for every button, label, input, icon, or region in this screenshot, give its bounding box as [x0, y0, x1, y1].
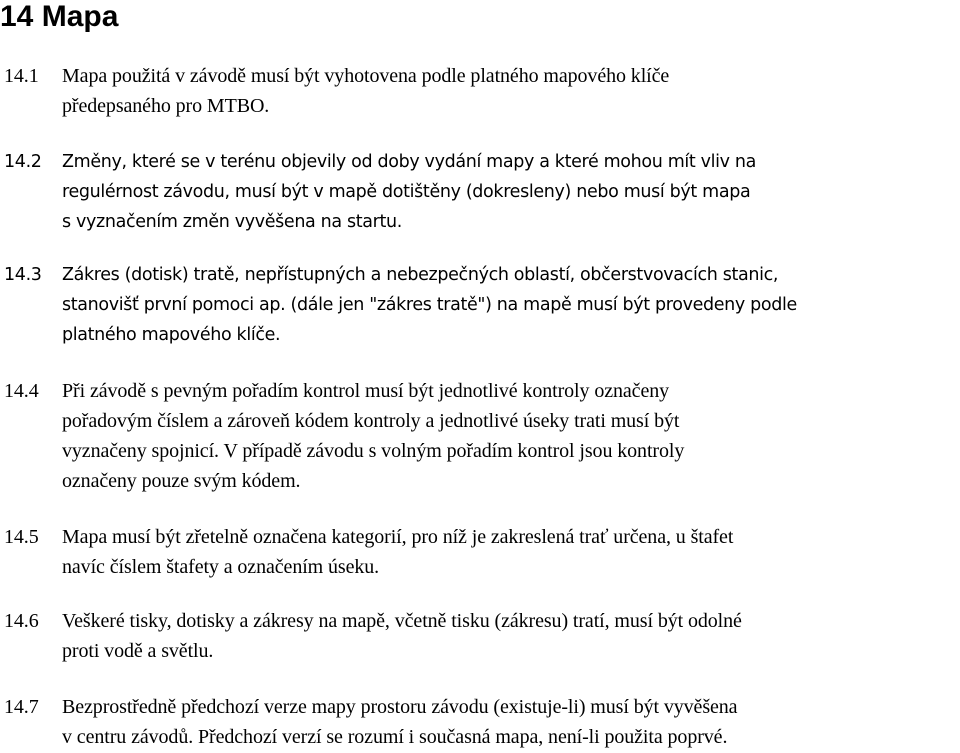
- text-line: pořadovým číslem a zároveň kódem kontroly a jednotlivé úseky trati musí být: [62, 410, 680, 432]
- text-line: Mapa musí být zřetelně označena kategorií, pro níž je zakreslená trať určena, u štafet: [62, 526, 734, 548]
- text-line: platného mapového klíče.: [62, 325, 281, 345]
- paragraph-number: 14.4: [4, 380, 39, 402]
- paragraph-number: 14.2: [4, 152, 42, 172]
- text-line: proti vodě a světlu.: [62, 640, 214, 662]
- text-line: Veškeré tisky, dotisky a zákresy na mapě, včetně tisku (zákresu) tratí, musí být odolné: [62, 610, 742, 632]
- text-line: Při závodě s pevným pořadím kontrol musí být jednotlivé kontroly označeny: [62, 380, 670, 402]
- text-line: označeny pouze svým kódem.: [62, 470, 301, 492]
- paragraph-text: [62, 376, 960, 496]
- text-line: Bezprostředně předchozí verze mapy prostoru závodu (existuje-li) musí být vyvěšena: [62, 696, 738, 718]
- paragraph-text: [62, 147, 960, 237]
- paragraph-text: [62, 522, 960, 582]
- text-line: předepsaného pro MTBO.: [62, 95, 270, 117]
- text-line: Zákres (dotisk) tratě, nepřístupných a nebezpečných oblastí, občerstvovacích stanic,: [62, 265, 779, 285]
- paragraph-number: 14.7: [4, 696, 39, 718]
- text-line: Mapa použitá v závodě musí být vyhotovena podle platného mapového klíče: [62, 65, 670, 87]
- text-line: Změny, které se v terénu objevily od doby vydání mapy a které mohou mít vliv na: [62, 152, 757, 172]
- text-line: stanovišť první pomoci ap. (dále jen "zákres tratě") na mapě musí být provedeny podle: [62, 295, 797, 315]
- text-line: regulérnost závodu, musí být v mapě dotištěny (dokresleny) nebo musí být mapa: [62, 182, 751, 202]
- paragraph-number: 14.5: [4, 526, 39, 548]
- text-line: s vyznačením změn vyvěšena na startu.: [62, 212, 402, 232]
- paragraph-number: 14.6: [4, 610, 39, 632]
- paragraph-text: [62, 61, 960, 121]
- paragraph-number: 14.1: [4, 65, 39, 87]
- paragraph-number: 14.3: [4, 265, 42, 285]
- paragraph-text: [62, 606, 960, 666]
- paragraph-text: [62, 260, 960, 350]
- section-heading: 14 Mapa: [0, 0, 119, 33]
- text-line: navíc číslem štafety a označením úseku.: [62, 556, 380, 578]
- text-line: v centru závodů. Předchozí verzí se rozumí i současná mapa, není-li použita poprvé.: [62, 726, 728, 748]
- text-line: vyznačeny spojnicí. V případě závodu s volným pořadím kontrol jsou kontroly: [62, 440, 685, 462]
- paragraph-text: [62, 692, 960, 752]
